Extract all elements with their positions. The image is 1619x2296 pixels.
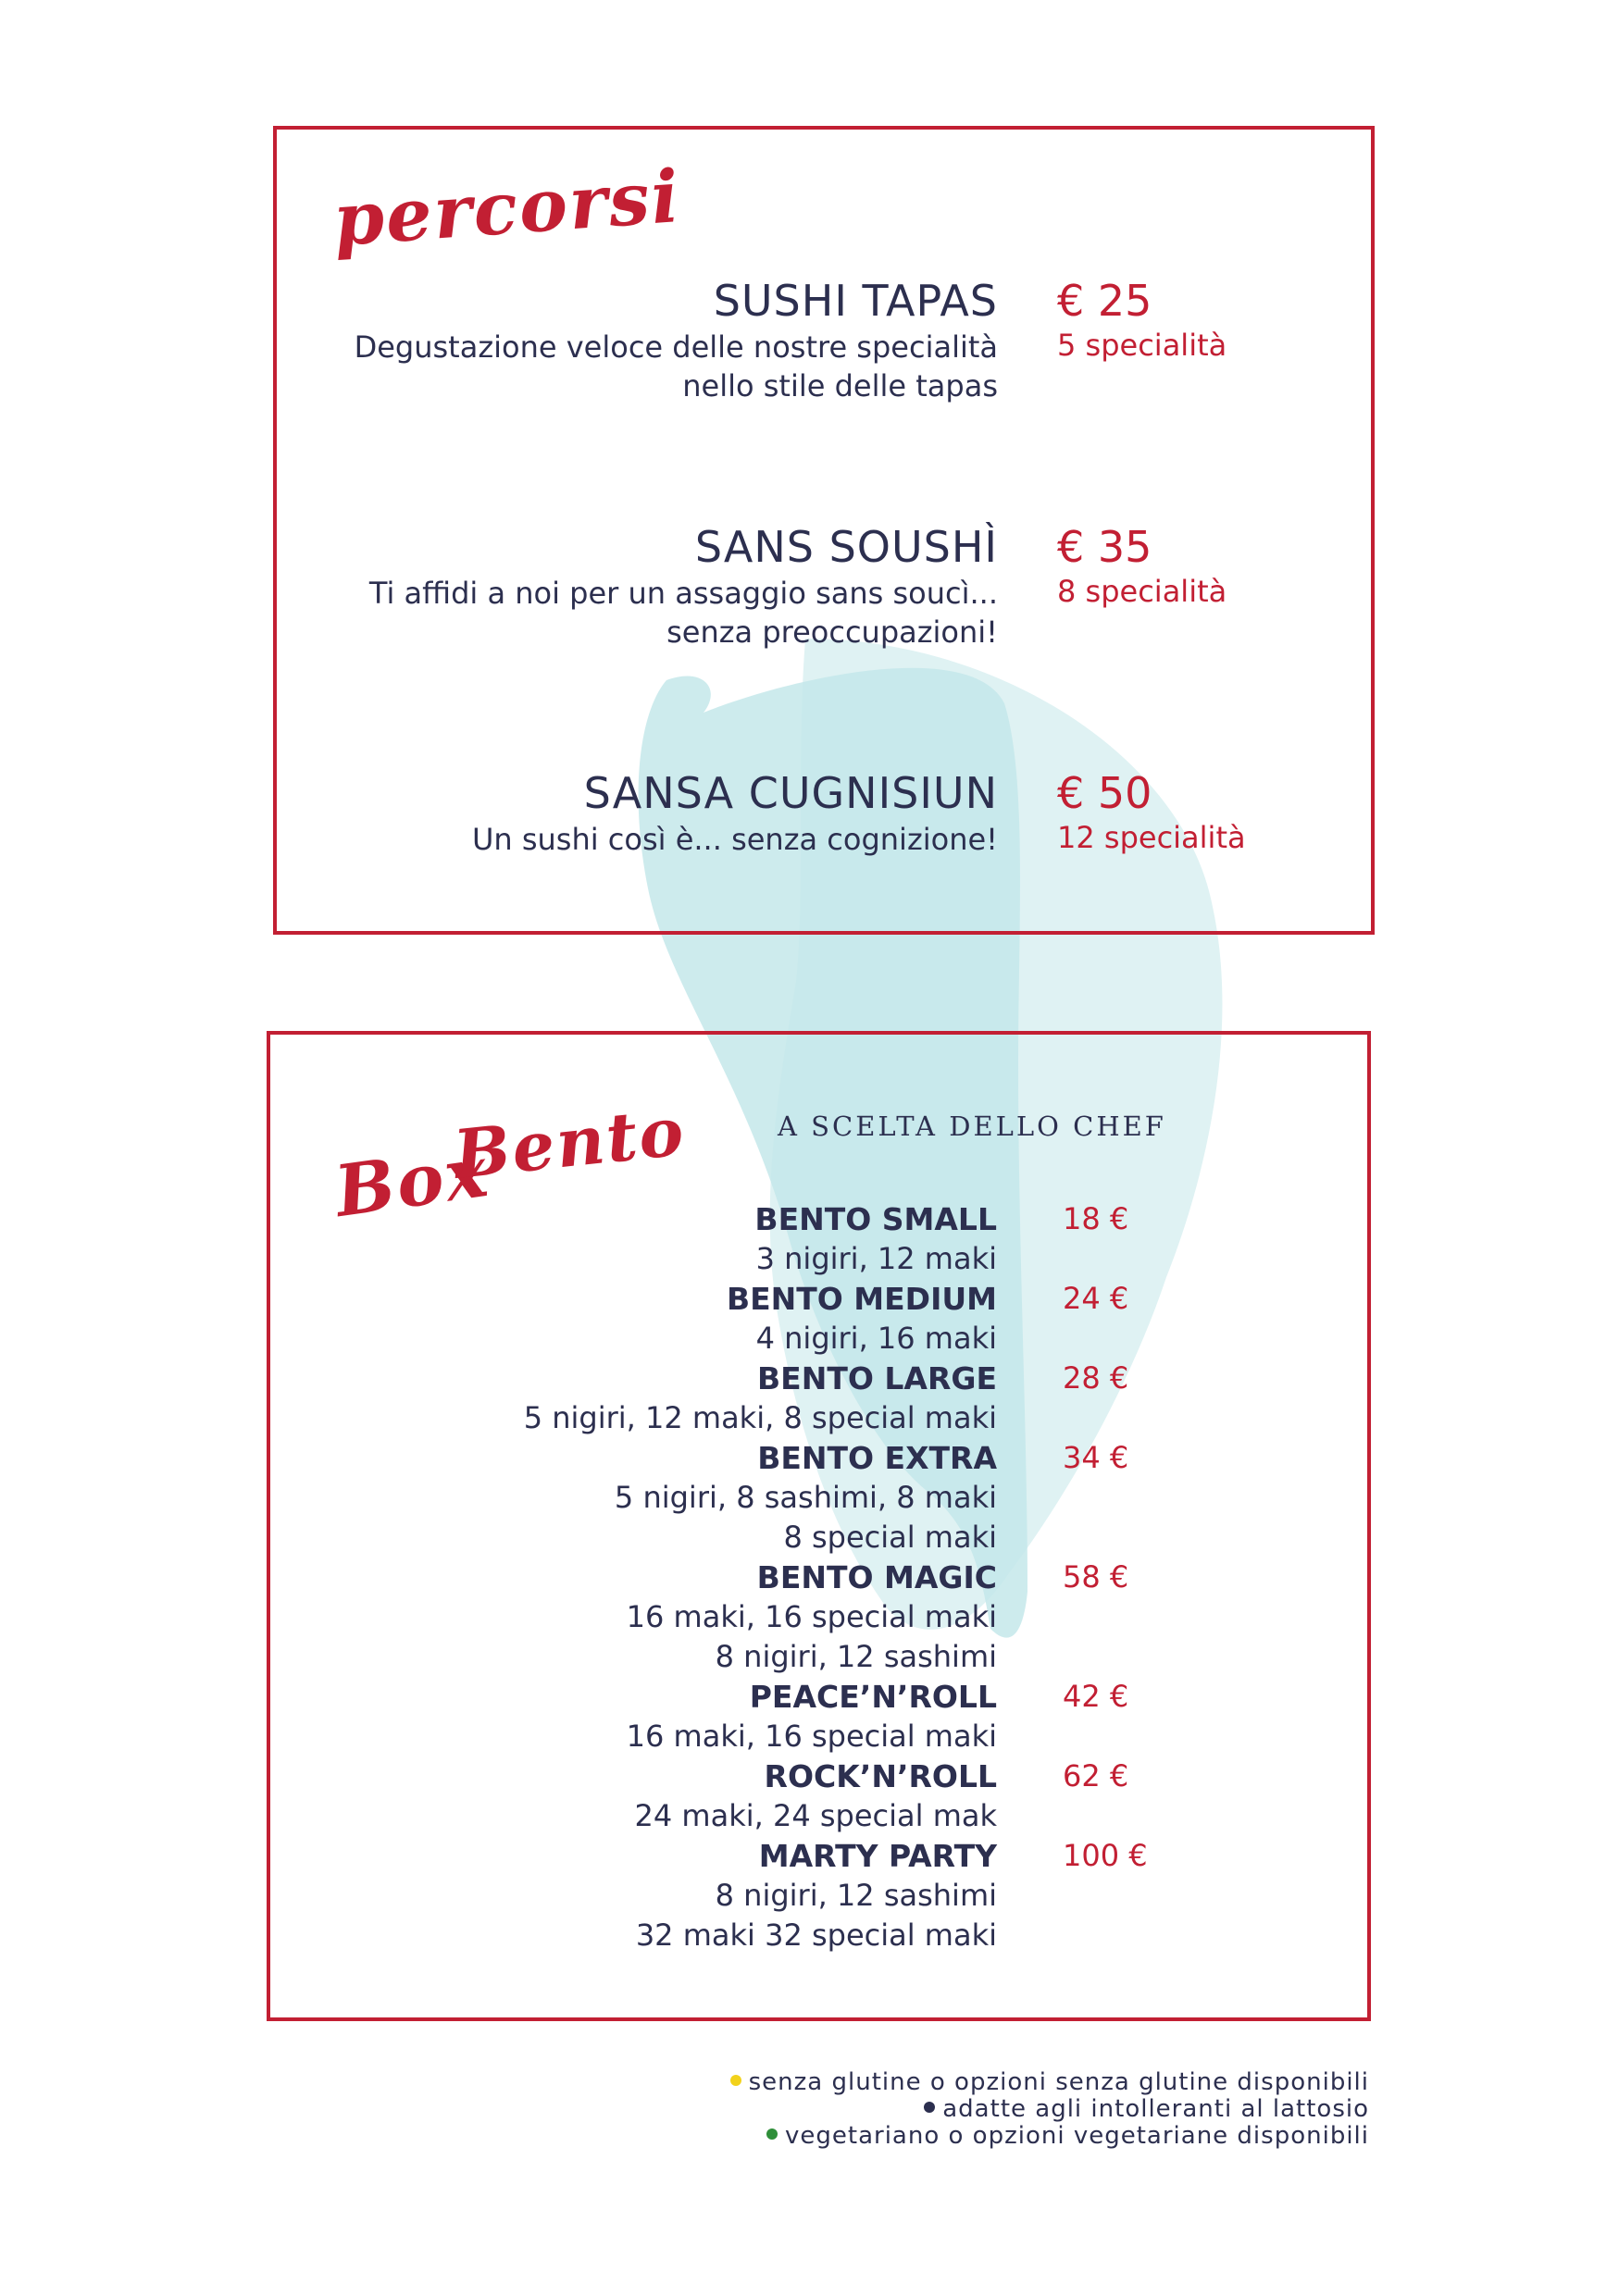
course-price: € 50	[1057, 768, 1152, 818]
bento-price: 18 €	[1063, 1201, 1129, 1236]
navy-dot-icon	[924, 2102, 935, 2113]
percorsi-title: percorsi	[330, 155, 684, 263]
bento-description: 8 special maki	[783, 1520, 997, 1555]
legend-gluten-free: senza glutine o opzioni senza glutine disponibili	[730, 2069, 1369, 2096]
course-price: € 25	[1057, 276, 1152, 326]
bento-item	[278, 1359, 1370, 1438]
bento-item	[278, 1756, 1370, 1836]
bento-item	[278, 1438, 1370, 1558]
bento-description: 16 maki, 16 special maki	[626, 1599, 997, 1634]
course-count: 12 specialità	[1057, 820, 1246, 855]
bento-name: BENTO MAGIC	[756, 1559, 997, 1595]
course-price: € 35	[1057, 522, 1152, 572]
bento-description: 5 nigiri, 12 maki, 8 special maki	[523, 1400, 997, 1435]
course-description: Ti affidi a noi per un assaggio sans soucì... senza preoccupazioni!	[368, 576, 998, 650]
bento-title-box: Box	[330, 1129, 494, 1234]
bento-title-bento: Bento	[450, 1091, 690, 1194]
bento-item	[278, 1558, 1370, 1677]
bento-item	[278, 1199, 1370, 1279]
bento-price: 100 €	[1063, 1838, 1148, 1873]
bento-name: BENTO EXTRA	[757, 1440, 997, 1476]
bento-name: BENTO LARGE	[757, 1360, 997, 1396]
bento-description: 8 nigiri, 12 sashimi	[715, 1639, 997, 1674]
bento-name: ROCK’N’ROLL	[764, 1758, 997, 1794]
yellow-dot-icon	[730, 2075, 741, 2086]
bento-description: 24 maki, 24 special mak	[634, 1798, 997, 1833]
bento-price: 42 €	[1063, 1679, 1129, 1714]
bento-subtitle: A SCELTA DELLO CHEF	[778, 1111, 1166, 1142]
bento-description: 8 nigiri, 12 sashimi	[715, 1878, 997, 1913]
bento-price: 58 €	[1063, 1559, 1129, 1595]
course-description: Un sushi così è... senza cognizione!	[471, 822, 998, 857]
course-description: Degustazione veloce delle nostre specialità nello stile delle tapas	[354, 329, 998, 403]
course-name: SANS SOUSHÌ	[694, 522, 998, 572]
bento-description: 3 nigiri, 12 maki	[755, 1241, 997, 1276]
bento-price: 24 €	[1063, 1281, 1129, 1316]
dietary-legend	[730, 2069, 1369, 2150]
green-dot-icon	[766, 2128, 778, 2140]
legend-lactose-free: adatte agli intolleranti al lattosio	[730, 2096, 1369, 2123]
bento-list	[278, 1199, 1370, 1955]
bento-name: MARTY PARTY	[758, 1838, 997, 1874]
course-sans-soushi	[278, 522, 1370, 661]
bento-description: 16 maki, 16 special maki	[626, 1719, 997, 1754]
course-count: 5 specialità	[1057, 328, 1227, 363]
bento-price: 34 €	[1063, 1440, 1129, 1475]
legend-vegetarian: vegetariano o opzioni vegetariane disponibili	[730, 2123, 1369, 2150]
bento-item	[278, 1279, 1370, 1359]
bento-name: BENTO SMALL	[754, 1201, 997, 1237]
bento-name: PEACE’N’ROLL	[749, 1679, 997, 1715]
course-sushi-tapas	[278, 276, 1370, 415]
course-name: SUSHI TAPAS	[713, 276, 998, 326]
bento-price: 62 €	[1063, 1758, 1129, 1793]
course-sansa-cugnisiun	[278, 768, 1370, 907]
bento-item	[278, 1836, 1370, 1955]
bento-name: BENTO MEDIUM	[726, 1281, 997, 1317]
bento-description: 32 maki 32 special maki	[635, 1917, 997, 1953]
bento-description: 4 nigiri, 16 maki	[755, 1321, 997, 1356]
bento-item	[278, 1677, 1370, 1756]
course-name: SANSA CUGNISIUN	[583, 768, 998, 818]
bento-price: 28 €	[1063, 1360, 1129, 1396]
course-count: 8 specialità	[1057, 574, 1227, 609]
bento-description: 5 nigiri, 8 sashimi, 8 maki	[614, 1480, 997, 1515]
